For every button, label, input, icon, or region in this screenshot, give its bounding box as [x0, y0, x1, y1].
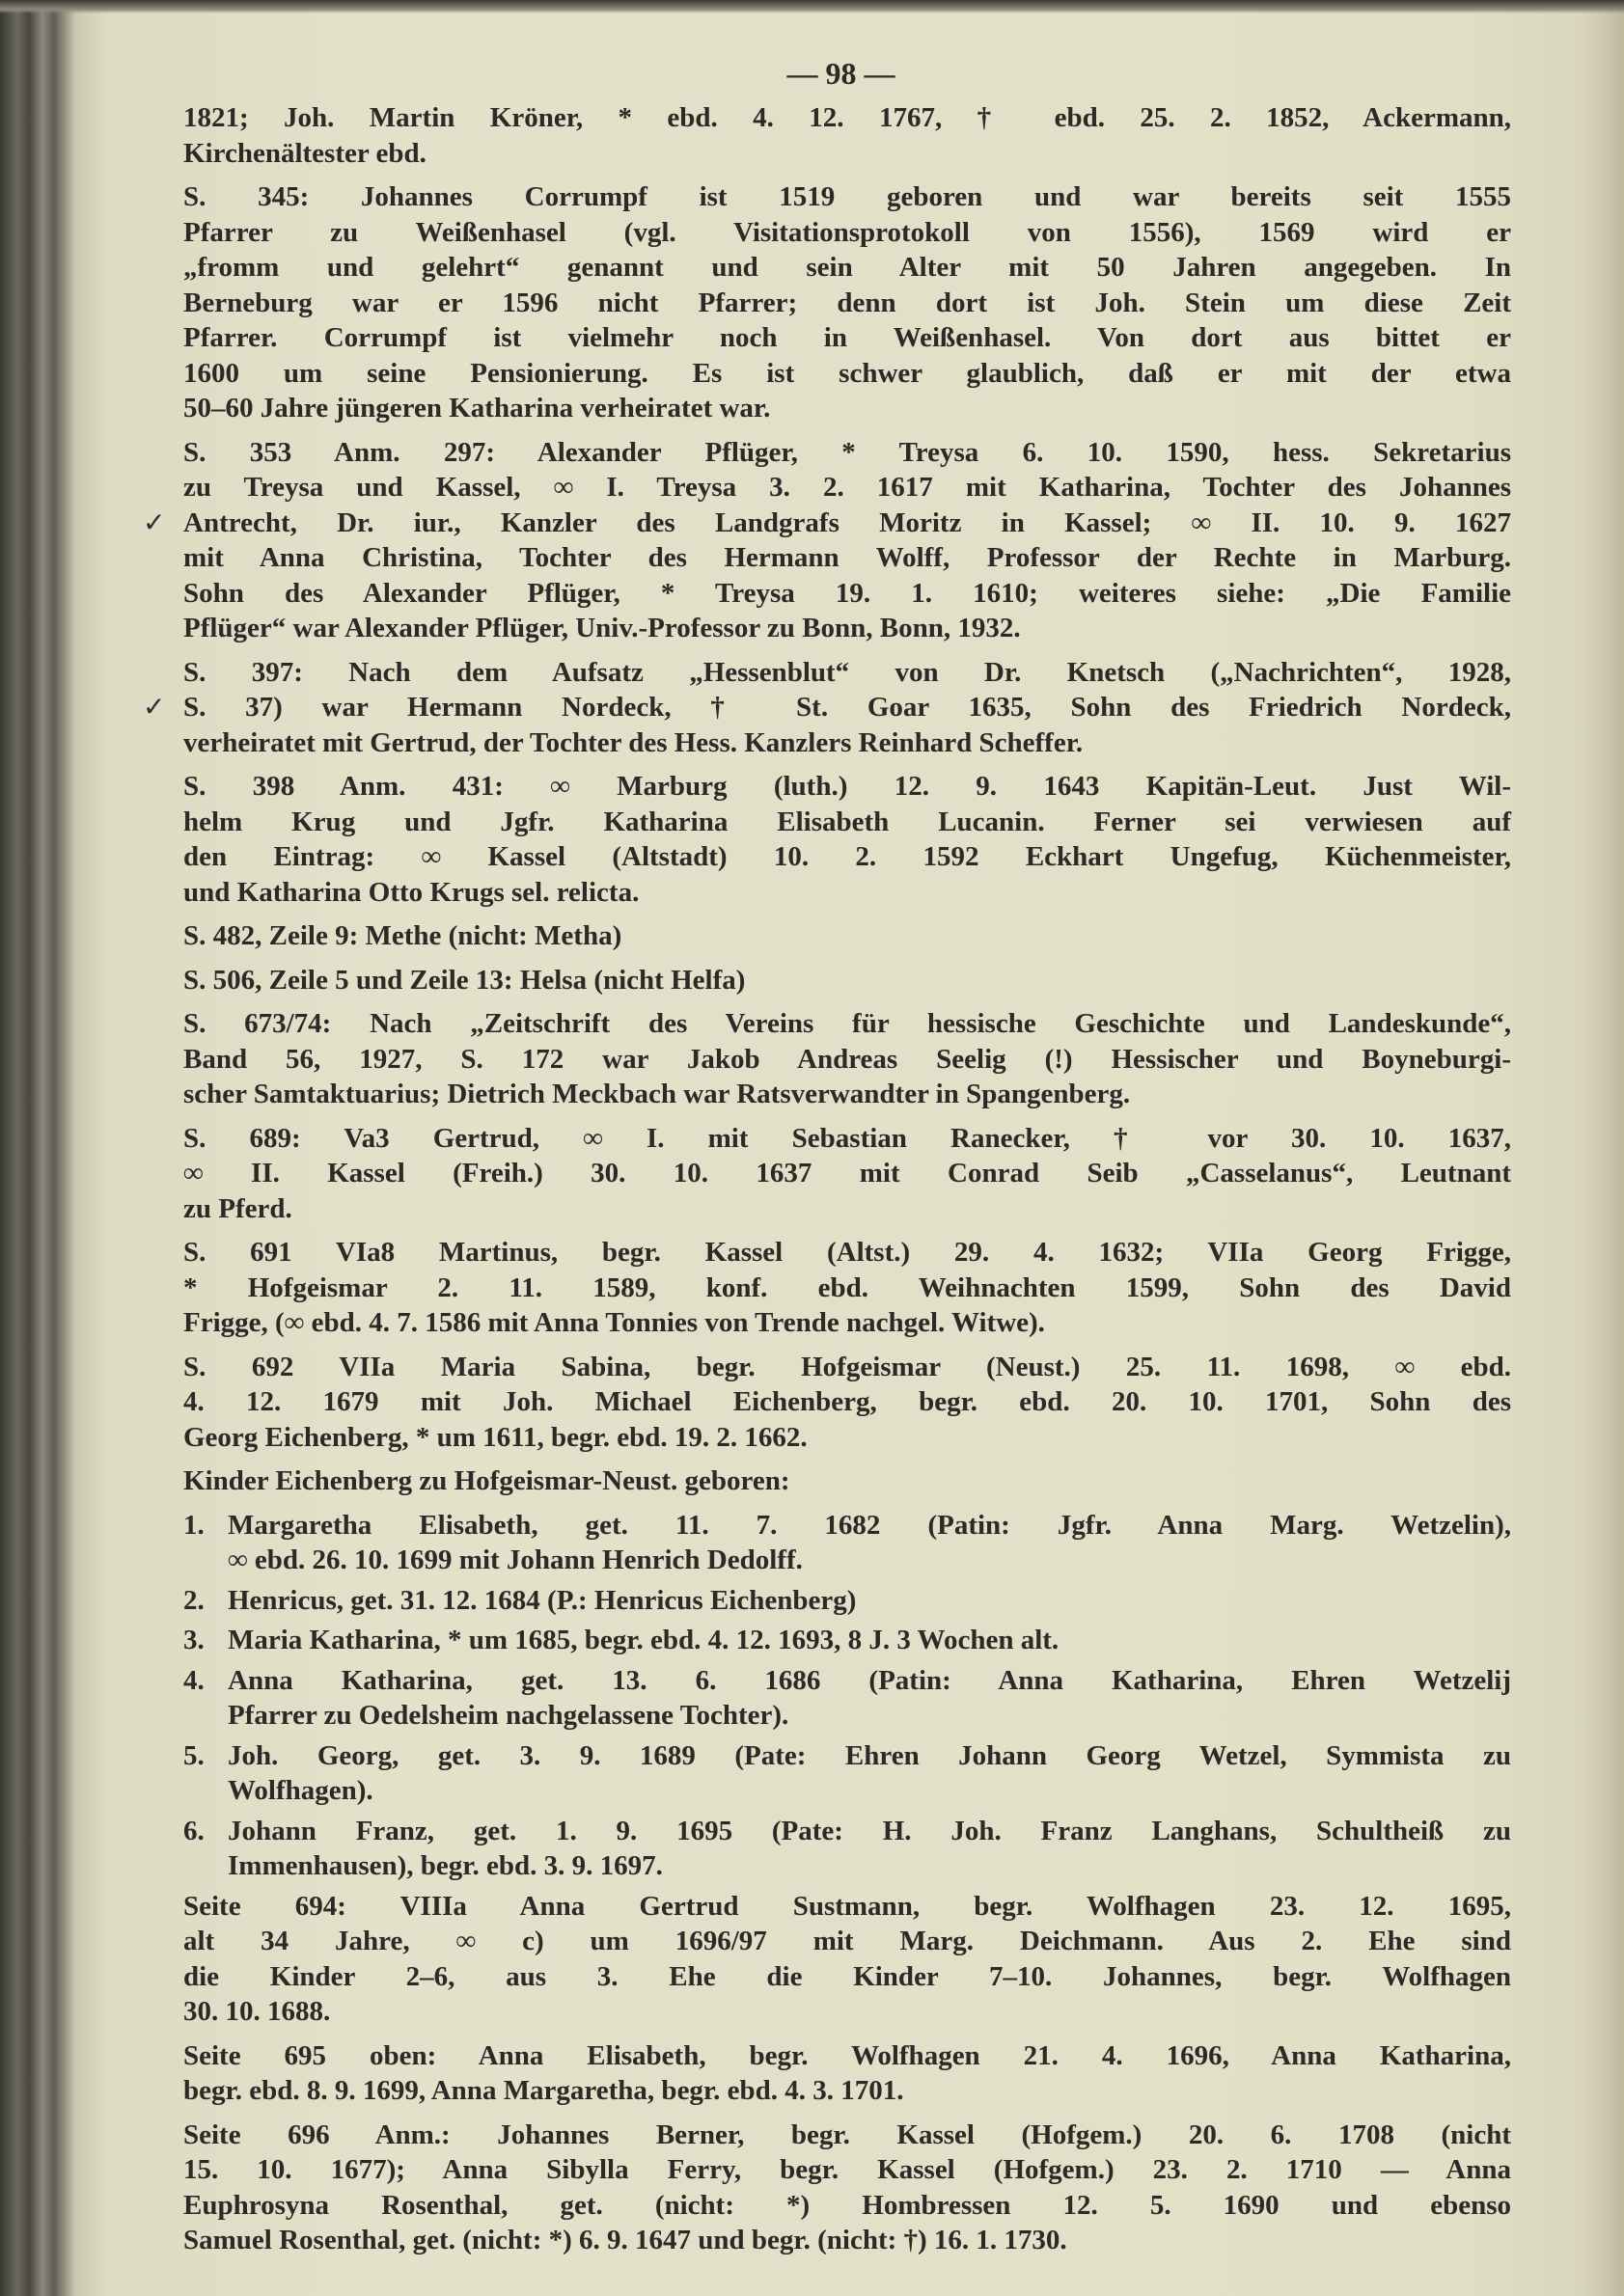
text-line	[183, 805, 1511, 840]
list-number: 5.	[183, 1739, 205, 1771]
text-line-content: ∞ II. Kassel (Freih.) 30. 10. 1637 mit Conrad Seib „Casselanus“, Leutnant	[183, 1158, 1511, 1189]
text-line-content: S. 506, Zeile 5 und Zeile 13: Helsa (nicht Helfa)	[183, 964, 746, 996]
text-line-content: die Kinder 2–6, aus 3. Ehe die Kinder 7–10. Johannes, begr. Wolfhagen	[183, 1960, 1511, 1992]
text-line-content: 1821; Joh. Martin Kröner, * ebd. 4. 12. 1767, † ebd. 25. 2. 1852, Ackermann,	[183, 102, 1511, 133]
text-line-content: S. 353 Anm. 297: Alexander Pflüger, * Treysa 6. 10. 1590, hess. Sekretarius	[183, 436, 1511, 468]
text-line-content: S. 482, Zeile 9: Methe (nicht: Metha)	[183, 920, 622, 951]
text-line-content: S. 673/74: Nach „Zeitschrift des Vereins für hessische Geschichte und Landeskunde“,	[183, 1008, 1511, 1039]
page-number: — 98 —	[786, 56, 895, 91]
child-list-item	[183, 1814, 1511, 1884]
text-line-content: * Hofgeismar 2. 11. 1589, konf. ebd. Weihnachten 1599, Sohn des David	[183, 1271, 1511, 1303]
text-line	[183, 1889, 1511, 1925]
text-line	[143, 690, 1511, 725]
list-item-text	[228, 1623, 1511, 1658]
text-line-content: Henricus, get. 31. 12. 1684 (P.: Henricus Eichenberg)	[228, 1584, 857, 1616]
text-line-content: Johann Franz, get. 1. 9. 1695 (Pate: H. Joh. Franz Langhans, Schultheiß zu	[228, 1815, 1511, 1846]
text-line	[183, 179, 1511, 215]
text-line-content: 1600 um seine Pensionierung. Es ist schwer glaublich, daß er mit der etwa	[183, 357, 1511, 389]
text-line-content: 30. 10. 1688.	[183, 1996, 331, 2027]
text-line	[183, 963, 1511, 998]
text-line-content: S. 345: Johannes Corrumpf ist 1519 geboren und war bereits seit 1555	[183, 181, 1511, 212]
text-line-content: S. 397: Nach dem Aufsatz „Hessenblut“ von Dr. Knetsch („Nachrichten“, 1928,	[183, 656, 1511, 688]
correction-paragraph	[183, 769, 1511, 910]
text-line-content: 4. 12. 1679 mit Joh. Michael Eichenberg, begr. ebd. 20. 10. 1701, Sohn des	[183, 1386, 1511, 1417]
text-line-content: zu Pferd.	[183, 1192, 292, 1224]
text-line-content: S. 692 VIIa Maria Sabina, begr. Hofgeismar (Neust.) 25. 11. 1698, ∞ ebd.	[183, 1351, 1511, 1382]
text-line	[183, 250, 1511, 286]
text-line-content: S. 691 VIa8 Martinus, begr. Kassel (Altst.) 29. 4. 1632; VIIa Georg Frigge,	[183, 1237, 1511, 1268]
text-line	[183, 470, 1511, 506]
text-line-content: alt 34 Jahre, ∞ c) um 1696/97 mit Marg. Deichmann. Aus 2. Ehe sind	[183, 1926, 1511, 1956]
list-item-text	[228, 1583, 1511, 1619]
text-line-content: Georg Eichenberg, * um 1611, begr. ebd. 19. 2. 1662.	[183, 1421, 808, 1453]
correction-paragraph	[183, 2038, 1511, 2109]
text-line	[228, 1663, 1511, 1699]
text-line	[183, 1191, 1511, 1227]
text-line	[183, 839, 1511, 875]
text-line-content: S. 689: Va3 Gertrud, ∞ I. mit Sebastian Ranecker, † vor 30. 10. 1637,	[183, 1122, 1511, 1154]
text-line	[183, 1305, 1511, 1341]
text-line	[228, 1698, 1511, 1734]
text-line	[183, 655, 1511, 691]
text-line-content: zu Treysa und Kassel, ∞ I. Treysa 3. 2. 1617 mit Katharina, Tochter des Johannes	[183, 472, 1511, 503]
text-line	[228, 1738, 1511, 1774]
margin-check-mark: ✓	[143, 691, 166, 723]
text-line	[228, 1848, 1511, 1884]
text-line-content: verheiratet mit Gertrud, der Tochter des Hess. Kanzlers Reinhard Scheffer.	[183, 726, 1084, 758]
text-line	[183, 725, 1511, 761]
text-line-content: helm Krug und Jgfr. Katharina Elisabeth Lucanin. Ferner sei verwiesen auf	[183, 806, 1511, 837]
text-line-content: Wolfhagen).	[228, 1775, 373, 1806]
text-line	[183, 576, 1511, 612]
text-line	[228, 1773, 1511, 1809]
correction-paragraph	[143, 435, 1511, 646]
child-list-item	[183, 1508, 1511, 1578]
text-line-content: Immenhausen), begr. ebd. 3. 9. 1697.	[228, 1850, 663, 1881]
text-line	[183, 435, 1511, 471]
text-line	[228, 1543, 1511, 1578]
list-item-text	[228, 1814, 1511, 1884]
text-line	[183, 2038, 1511, 2074]
correction-paragraph	[183, 2118, 1511, 2258]
text-line-content: Berneburg war er 1596 nicht Pfarrer; denn dort ist Joh. Stein um diese Zeit	[183, 287, 1511, 318]
text-line-content: 15. 10. 1677); Anna Sibylla Ferry, begr. Kassel (Hofgem.) 23. 2. 1710 — Anna	[183, 2154, 1511, 2185]
list-number: 4.	[183, 1664, 205, 1696]
text-line	[183, 918, 1511, 954]
text-line	[228, 1508, 1511, 1544]
text-line-content: Euphrosyna Rosenthal, get. (nicht: *) Hombressen 12. 5. 1690 und ebenso	[183, 2189, 1511, 2221]
text-line	[183, 1042, 1511, 1078]
text-line-content: mit Anna Christina, Tochter des Hermann Wolff, Professor der Rechte in Marburg.	[183, 542, 1511, 573]
text-line	[183, 1959, 1511, 1995]
text-line	[183, 2188, 1511, 2224]
text-line-content: Pfarrer zu Weißenhasel (vgl. Visitationsprotokoll von 1556), 1569 wird er	[183, 216, 1511, 248]
correction-paragraph	[183, 1889, 1511, 2030]
text-line-content: Joh. Georg, get. 3. 9. 1689 (Pate: Ehren Johann Georg Wetzel, Symmista zu	[228, 1739, 1511, 1771]
text-line	[183, 1463, 1511, 1499]
text-line	[183, 2223, 1511, 2258]
text-line	[183, 356, 1511, 392]
text-line-content: und Katharina Otto Krugs sel. relicta.	[183, 876, 640, 908]
child-list-item	[183, 1663, 1511, 1734]
correction-paragraph	[183, 1006, 1511, 1112]
text-line-content: Anna Katharina, get. 13. 6. 1686 (Patin: Anna Katharina, Ehren Wetzelij	[228, 1664, 1511, 1696]
text-line-content: S. 398 Anm. 431: ∞ Marburg (luth.) 12. 9. 1643 Kapitän-Leut. Just Wil-	[183, 771, 1511, 802]
correction-paragraph	[183, 1350, 1511, 1456]
text-line-content: Kinder Eichenberg zu Hofgeismar-Neust. geboren:	[183, 1465, 790, 1496]
text-line	[228, 1583, 1511, 1619]
list-number: 1.	[183, 1509, 205, 1541]
text-line-content: Band 56, 1927, S. 172 war Jakob Andreas Seelig (!) Hessischer und Boyneburgi-	[183, 1043, 1511, 1075]
text-line	[183, 1156, 1511, 1191]
correction-paragraph	[143, 655, 1511, 761]
text-line	[183, 391, 1511, 426]
correction-paragraph	[183, 179, 1511, 426]
text-line-content: Seite 694: VIIIa Anna Gertrud Sustmann, begr. Wolfhagen 23. 12. 1695,	[183, 1890, 1511, 1922]
page-text-block	[143, 100, 1511, 2267]
text-line-content: Kirchenältester ebd.	[183, 137, 427, 169]
list-number: 6.	[183, 1815, 205, 1846]
text-line	[183, 1235, 1511, 1271]
text-line-content: Maria Katharina, * um 1685, begr. ebd. 4. 12. 1693, 8 J. 3 Wochen alt.	[228, 1625, 1060, 1655]
text-line	[183, 1077, 1511, 1112]
text-line	[183, 136, 1511, 172]
text-line	[228, 1814, 1511, 1849]
child-list-item	[183, 1623, 1511, 1658]
list-item-text	[228, 1663, 1511, 1734]
text-line	[183, 540, 1511, 576]
text-line-content: Frigge, (∞ ebd. 4. 7. 1586 mit Anna Tonnies von Trende nachgel. Witwe).	[183, 1307, 1045, 1338]
list-number: 2.	[183, 1584, 205, 1616]
list-number: 3.	[183, 1625, 205, 1655]
text-line-content: Margaretha Elisabeth, get. 11. 7. 1682 (Patin: Jgfr. Anna Marg. Wetzelin),	[228, 1509, 1511, 1541]
correction-paragraph	[183, 1121, 1511, 1227]
text-line	[228, 1623, 1511, 1658]
text-line-content: Seite 696 Anm.: Johannes Berner, begr. Kassel (Hofgem.) 20. 6. 1708 (nicht	[183, 2118, 1511, 2150]
text-line	[183, 2073, 1511, 2109]
correction-paragraph	[183, 100, 1511, 171]
text-line	[183, 1994, 1511, 2030]
text-line-content: S. 37) war Hermann Nordeck, † St. Goar 1635, Sohn des Friedrich Nordeck,	[183, 692, 1511, 723]
child-list-item	[183, 1738, 1511, 1809]
text-line-content: Pflüger“ war Alexander Pflüger, Univ.-Professor zu Bonn, Bonn, 1932.	[183, 613, 1021, 643]
list-item-text	[228, 1508, 1511, 1578]
text-line	[183, 215, 1511, 251]
child-list-item	[183, 1583, 1511, 1619]
text-line-content: ∞ ebd. 26. 10. 1699 mit Johann Henrich Dedolff.	[228, 1544, 803, 1575]
text-line-content: Seite 695 oben: Anna Elisabeth, begr. Wolfhagen 21. 4. 1696, Anna Katharina,	[183, 2039, 1511, 2071]
text-line	[143, 506, 1511, 541]
text-line	[183, 1350, 1511, 1385]
text-line-content: scher Samtaktuarius; Dietrich Meckbach war Ratsverwandter in Spangenberg.	[183, 1079, 1131, 1109]
text-line	[183, 769, 1511, 805]
text-line-content: Samuel Rosenthal, get. (nicht: *) 6. 9. 1647 und begr. (nicht: †) 16. 1. 1730.	[183, 2225, 1067, 2255]
list-item-text	[228, 1738, 1511, 1809]
text-line	[183, 1006, 1511, 1042]
text-line	[183, 286, 1511, 321]
text-line-content: „fromm und gelehrt“ genannt und sein Alter mit 50 Jahren angegeben. In	[183, 252, 1511, 283]
text-line	[183, 1924, 1511, 1959]
text-line-content: Pfarrer zu Oedelsheim nachgelassene Tochter).	[228, 1700, 789, 1731]
text-line-content: begr. ebd. 8. 9. 1699, Anna Margaretha, begr. ebd. 4. 3. 1701.	[183, 2075, 904, 2106]
text-line-content: Pfarrer. Corrumpf ist vielmehr noch in Weißenhasel. Von dort aus bittet er	[183, 322, 1511, 353]
text-line-content: Sohn des Alexander Pflüger, * Treysa 19. 1. 1610; weiteres siehe: „Die Familie	[183, 577, 1511, 609]
text-line	[183, 1384, 1511, 1420]
text-line	[183, 611, 1511, 646]
correction-paragraph	[183, 963, 1511, 998]
text-line	[183, 100, 1511, 136]
children-heading	[183, 1463, 1511, 1499]
text-line-content: den Eintrag: ∞ Kassel (Altstadt) 10. 2. 1592 Eckhart Ungefug, Küchenmeister,	[183, 841, 1511, 872]
text-line	[183, 2152, 1511, 2188]
text-line-content: 50–60 Jahre jüngeren Katharina verheiratet war.	[183, 393, 771, 424]
text-line	[183, 2118, 1511, 2153]
text-line	[183, 320, 1511, 356]
text-line	[183, 1420, 1511, 1456]
text-line	[183, 1271, 1511, 1306]
correction-paragraph	[183, 918, 1511, 954]
margin-check-mark: ✓	[143, 506, 166, 538]
text-line-content: Antrecht, Dr. iur., Kanzler des Landgrafs Moritz in Kassel; ∞ II. 10. 9. 1627	[183, 506, 1511, 538]
correction-paragraph	[183, 1235, 1511, 1341]
text-line	[183, 1121, 1511, 1157]
text-line	[183, 875, 1511, 911]
